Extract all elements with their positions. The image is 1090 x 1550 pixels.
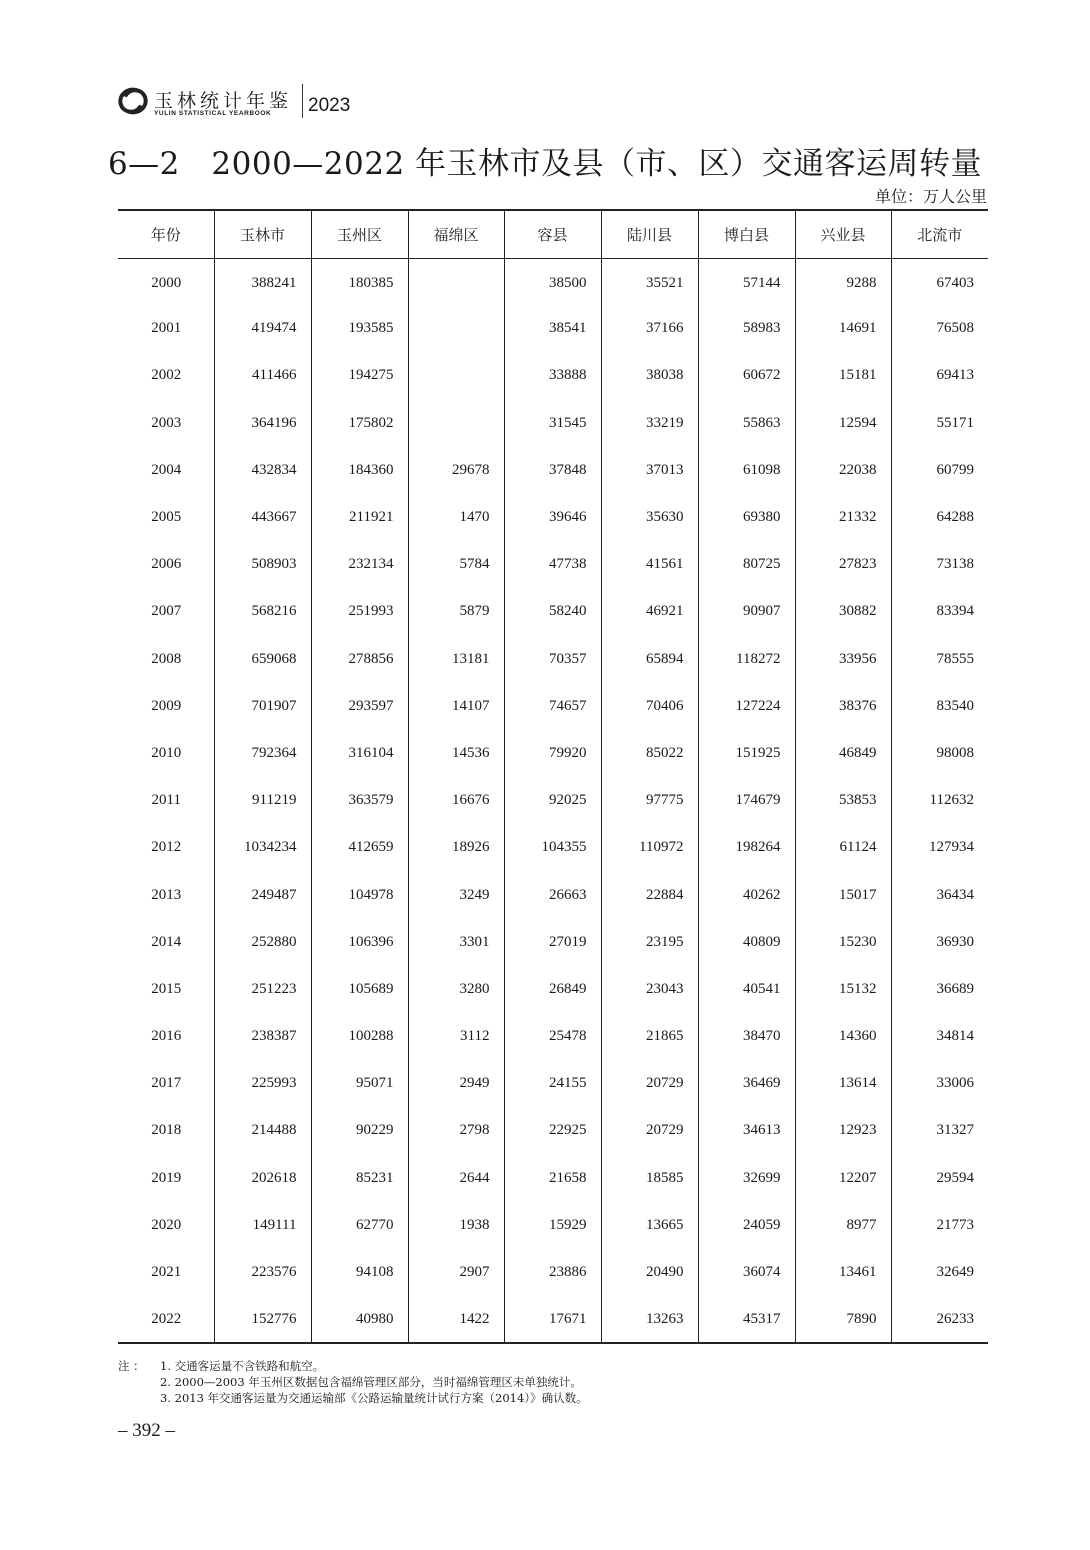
value-cell: 252880 <box>214 919 311 966</box>
value-cell: 61098 <box>698 447 795 494</box>
value-cell: 90229 <box>311 1107 408 1154</box>
column-header: 陆川县 <box>601 210 698 258</box>
value-cell: 95071 <box>311 1060 408 1107</box>
value-cell: 38541 <box>504 305 601 352</box>
column-header: 博白县 <box>698 210 795 258</box>
column-header: 年份 <box>118 210 214 258</box>
value-cell: 13181 <box>408 636 504 683</box>
table-row <box>118 1249 988 1296</box>
value-cell: 40262 <box>698 871 795 918</box>
value-cell: 46921 <box>601 588 698 635</box>
value-cell: 3301 <box>408 919 504 966</box>
value-cell: 18585 <box>601 1155 698 1202</box>
value-cell: 152776 <box>214 1296 311 1343</box>
value-cell: 36434 <box>891 871 988 918</box>
value-cell: 3112 <box>408 1013 504 1060</box>
table-row <box>118 1155 988 1202</box>
value-cell: 36469 <box>698 1060 795 1107</box>
value-cell: 443667 <box>214 494 311 541</box>
year-cell: 2003 <box>151 414 182 431</box>
value-cell: 76508 <box>891 305 988 352</box>
column-header: 容县 <box>504 210 601 258</box>
value-cell: 37166 <box>601 305 698 352</box>
year-cell: 2010 <box>151 744 182 761</box>
value-cell: 21773 <box>891 1202 988 1249</box>
value-cell: 53853 <box>795 777 891 824</box>
value-cell: 60672 <box>698 352 795 399</box>
value-cell: 3280 <box>408 966 504 1013</box>
value-cell: 12207 <box>795 1155 891 1202</box>
value-cell: 78555 <box>891 636 988 683</box>
year-cell: 2000 <box>151 274 182 291</box>
value-cell: 20729 <box>601 1107 698 1154</box>
year-cell: 2011 <box>151 792 181 809</box>
value-cell: 412659 <box>311 824 408 871</box>
value-cell: 419474 <box>214 305 311 352</box>
value-cell: 127224 <box>698 683 795 730</box>
value-cell: 58983 <box>698 305 795 352</box>
value-cell <box>408 352 504 399</box>
brand-title-en: YULIN STATISTICAL YEARBOOK <box>154 110 272 117</box>
value-cell: 149111 <box>214 1202 311 1249</box>
value-cell: 249487 <box>214 871 311 918</box>
value-cell: 1938 <box>408 1202 504 1249</box>
value-cell: 40809 <box>698 919 795 966</box>
value-cell: 34814 <box>891 1013 988 1060</box>
value-cell: 70357 <box>504 636 601 683</box>
value-cell: 9288 <box>795 258 891 305</box>
table-title: 6—2 2000—2022 年玉林市及县（市、区）交通客运周转量 <box>107 146 983 182</box>
value-cell: 85022 <box>601 730 698 777</box>
value-cell: 37848 <box>504 447 601 494</box>
column-header: 兴业县 <box>795 210 891 258</box>
year-cell: 2016 <box>151 1028 182 1045</box>
value-cell: 38038 <box>601 352 698 399</box>
table-row <box>118 258 988 305</box>
year-cell: 2017 <box>151 1075 182 1092</box>
value-cell: 106396 <box>311 919 408 966</box>
year-cell: 2014 <box>151 933 182 950</box>
table-row <box>118 1107 988 1154</box>
value-cell: 7890 <box>795 1296 891 1343</box>
value-cell: 316104 <box>311 730 408 777</box>
value-cell: 26849 <box>504 966 601 1013</box>
yearbook-logo-icon <box>116 86 150 116</box>
column-header: 玉州区 <box>311 210 408 258</box>
year-cell: 2018 <box>151 1122 182 1139</box>
value-cell: 92025 <box>504 777 601 824</box>
value-cell: 127934 <box>891 824 988 871</box>
footnote-item: 2. 2000—2003 年玉州区数据包含福绵管理区部分，当时福绵管理区未单独统计。 <box>160 1375 582 1389</box>
value-cell: 94108 <box>311 1249 408 1296</box>
value-cell: 55863 <box>698 400 795 447</box>
table-row <box>118 400 988 447</box>
value-cell: 98008 <box>891 730 988 777</box>
value-cell: 22038 <box>795 447 891 494</box>
table-row <box>118 824 988 871</box>
table-row <box>118 636 988 683</box>
value-cell: 214488 <box>214 1107 311 1154</box>
table-row <box>118 1013 988 1060</box>
value-cell: 225993 <box>214 1060 311 1107</box>
value-cell: 36689 <box>891 966 988 1013</box>
value-cell: 100288 <box>311 1013 408 1060</box>
table-row <box>118 919 988 966</box>
year-cell: 2007 <box>151 603 182 620</box>
value-cell: 198264 <box>698 824 795 871</box>
column-header: 玉林市 <box>214 210 311 258</box>
value-cell: 202618 <box>214 1155 311 1202</box>
value-cell: 85231 <box>311 1155 408 1202</box>
value-cell: 20729 <box>601 1060 698 1107</box>
value-cell: 20490 <box>601 1249 698 1296</box>
value-cell: 38470 <box>698 1013 795 1060</box>
value-cell: 15230 <box>795 919 891 966</box>
value-cell: 22925 <box>504 1107 601 1154</box>
value-cell: 364196 <box>214 400 311 447</box>
value-cell: 55171 <box>891 400 988 447</box>
value-cell: 110972 <box>601 824 698 871</box>
value-cell: 90907 <box>698 588 795 635</box>
value-cell: 26663 <box>504 871 601 918</box>
value-cell: 118272 <box>698 636 795 683</box>
value-cell: 184360 <box>311 447 408 494</box>
year-cell: 2020 <box>151 1216 182 1233</box>
value-cell: 792364 <box>214 730 311 777</box>
value-cell: 70406 <box>601 683 698 730</box>
value-cell: 62770 <box>311 1202 408 1249</box>
value-cell: 388241 <box>214 258 311 305</box>
year-cell: 2019 <box>151 1169 182 1186</box>
footnote-prefix: 注 ： <box>118 1359 145 1373</box>
value-cell: 74657 <box>504 683 601 730</box>
footnote-item: 3. 2013 年交通客运量为交通运输部《公路运输量统计试行方案（2014）》确认数。 <box>160 1391 588 1405</box>
year-cell: 2013 <box>151 886 182 903</box>
footnote-item: 1. 交通客运量不含铁路和航空。 <box>160 1359 325 1373</box>
value-cell: 363579 <box>311 777 408 824</box>
value-cell: 16676 <box>408 777 504 824</box>
table-row <box>118 588 988 635</box>
value-cell: 40980 <box>311 1296 408 1343</box>
page-number: – 392 – <box>118 1420 175 1441</box>
value-cell: 293597 <box>311 683 408 730</box>
value-cell: 3249 <box>408 871 504 918</box>
value-cell: 80725 <box>698 541 795 588</box>
value-cell: 21332 <box>795 494 891 541</box>
value-cell: 64288 <box>891 494 988 541</box>
value-cell: 39646 <box>504 494 601 541</box>
value-cell: 31327 <box>891 1107 988 1154</box>
value-cell: 238387 <box>214 1013 311 1060</box>
value-cell: 251993 <box>311 588 408 635</box>
value-cell: 67403 <box>891 258 988 305</box>
table-row <box>118 966 988 1013</box>
table-row <box>118 1202 988 1249</box>
value-cell: 69380 <box>698 494 795 541</box>
table-row <box>118 541 988 588</box>
value-cell: 21658 <box>504 1155 601 1202</box>
value-cell: 14536 <box>408 730 504 777</box>
value-cell: 1470 <box>408 494 504 541</box>
value-cell: 105689 <box>311 966 408 1013</box>
value-cell: 40541 <box>698 966 795 1013</box>
value-cell: 12923 <box>795 1107 891 1154</box>
value-cell: 97775 <box>601 777 698 824</box>
value-cell: 47738 <box>504 541 601 588</box>
value-cell: 14691 <box>795 305 891 352</box>
value-cell: 45317 <box>698 1296 795 1343</box>
value-cell: 79920 <box>504 730 601 777</box>
value-cell <box>408 305 504 352</box>
value-cell <box>408 258 504 305</box>
value-cell: 61124 <box>795 824 891 871</box>
value-cell: 34613 <box>698 1107 795 1154</box>
table-row <box>118 777 988 824</box>
value-cell: 278856 <box>311 636 408 683</box>
value-cell: 33888 <box>504 352 601 399</box>
table-row <box>118 352 988 399</box>
value-cell: 104978 <box>311 871 408 918</box>
passenger-turnover-table <box>118 209 988 1344</box>
value-cell: 5879 <box>408 588 504 635</box>
year-cell: 2015 <box>151 980 182 997</box>
value-cell: 5784 <box>408 541 504 588</box>
year-cell: 2008 <box>151 650 182 667</box>
value-cell: 57144 <box>698 258 795 305</box>
value-cell: 32649 <box>891 1249 988 1296</box>
year-cell: 2006 <box>151 556 182 573</box>
value-cell: 73138 <box>891 541 988 588</box>
value-cell: 46849 <box>795 730 891 777</box>
value-cell: 13614 <box>795 1060 891 1107</box>
value-cell: 33006 <box>891 1060 988 1107</box>
value-cell: 32699 <box>698 1155 795 1202</box>
value-cell: 14107 <box>408 683 504 730</box>
value-cell: 17671 <box>504 1296 601 1343</box>
value-cell: 13461 <box>795 1249 891 1296</box>
value-cell: 175802 <box>311 400 408 447</box>
value-cell: 2949 <box>408 1060 504 1107</box>
value-cell: 112632 <box>891 777 988 824</box>
value-cell: 38500 <box>504 258 601 305</box>
value-cell: 23195 <box>601 919 698 966</box>
value-cell: 24155 <box>504 1060 601 1107</box>
value-cell: 29678 <box>408 447 504 494</box>
value-cell: 701907 <box>214 683 311 730</box>
year-cell: 2009 <box>151 697 182 714</box>
brand-divider <box>302 84 303 118</box>
value-cell: 232134 <box>311 541 408 588</box>
table-row <box>118 871 988 918</box>
value-cell: 18926 <box>408 824 504 871</box>
value-cell: 1422 <box>408 1296 504 1343</box>
value-cell: 13263 <box>601 1296 698 1343</box>
value-cell: 432834 <box>214 447 311 494</box>
value-cell: 26233 <box>891 1296 988 1343</box>
brand-title-cn: 玉林统计年鉴 <box>154 90 293 112</box>
year-cell: 2002 <box>151 367 182 384</box>
value-cell: 15181 <box>795 352 891 399</box>
table-header-row <box>118 210 988 258</box>
year-cell: 2005 <box>151 509 182 526</box>
value-cell: 24059 <box>698 1202 795 1249</box>
value-cell: 22884 <box>601 871 698 918</box>
value-cell: 251223 <box>214 966 311 1013</box>
table-row <box>118 494 988 541</box>
unit-label: 单位：万人公里 <box>874 187 987 206</box>
table-body <box>118 258 988 1343</box>
value-cell: 29594 <box>891 1155 988 1202</box>
column-header: 北流市 <box>891 210 988 258</box>
value-cell: 27019 <box>504 919 601 966</box>
value-cell: 8977 <box>795 1202 891 1249</box>
value-cell: 194275 <box>311 352 408 399</box>
value-cell: 211921 <box>311 494 408 541</box>
value-cell: 14360 <box>795 1013 891 1060</box>
value-cell: 104355 <box>504 824 601 871</box>
column-header: 福绵区 <box>408 210 504 258</box>
value-cell: 35630 <box>601 494 698 541</box>
value-cell: 37013 <box>601 447 698 494</box>
value-cell: 911219 <box>214 777 311 824</box>
table-row <box>118 1060 988 1107</box>
value-cell: 180385 <box>311 258 408 305</box>
value-cell: 223576 <box>214 1249 311 1296</box>
value-cell <box>408 400 504 447</box>
value-cell: 21865 <box>601 1013 698 1060</box>
value-cell: 30882 <box>795 588 891 635</box>
value-cell: 33956 <box>795 636 891 683</box>
value-cell: 151925 <box>698 730 795 777</box>
year-cell: 2012 <box>151 839 182 856</box>
yearbook-year: 2023 <box>308 95 351 116</box>
value-cell: 36930 <box>891 919 988 966</box>
value-cell: 27823 <box>795 541 891 588</box>
value-cell: 659068 <box>214 636 311 683</box>
value-cell: 174679 <box>698 777 795 824</box>
value-cell: 83394 <box>891 588 988 635</box>
year-cell: 2004 <box>151 461 182 478</box>
value-cell: 23043 <box>601 966 698 1013</box>
value-cell: 15132 <box>795 966 891 1013</box>
year-cell: 2022 <box>118 1296 214 1343</box>
value-cell: 12594 <box>795 400 891 447</box>
value-cell: 193585 <box>311 305 408 352</box>
table-row <box>118 683 988 730</box>
table-row <box>118 447 988 494</box>
value-cell: 33219 <box>601 400 698 447</box>
value-cell: 36074 <box>698 1249 795 1296</box>
value-cell: 411466 <box>214 352 311 399</box>
value-cell: 1034234 <box>214 824 311 871</box>
value-cell: 38376 <box>795 683 891 730</box>
value-cell: 25478 <box>504 1013 601 1060</box>
value-cell: 2907 <box>408 1249 504 1296</box>
year-cell: 2021 <box>151 1264 182 1281</box>
value-cell: 13665 <box>601 1202 698 1249</box>
value-cell: 65894 <box>601 636 698 683</box>
table-row <box>118 305 988 352</box>
table-row <box>118 1296 988 1343</box>
value-cell: 41561 <box>601 541 698 588</box>
value-cell: 15929 <box>504 1202 601 1249</box>
value-cell: 35521 <box>601 258 698 305</box>
value-cell: 60799 <box>891 447 988 494</box>
value-cell: 23886 <box>504 1249 601 1296</box>
value-cell: 2798 <box>408 1107 504 1154</box>
value-cell: 58240 <box>504 588 601 635</box>
value-cell: 83540 <box>891 683 988 730</box>
year-cell: 2001 <box>151 320 182 337</box>
value-cell: 31545 <box>504 400 601 447</box>
value-cell: 508903 <box>214 541 311 588</box>
value-cell: 69413 <box>891 352 988 399</box>
value-cell: 568216 <box>214 588 311 635</box>
table-row <box>118 730 988 777</box>
value-cell: 15017 <box>795 871 891 918</box>
value-cell: 2644 <box>408 1155 504 1202</box>
